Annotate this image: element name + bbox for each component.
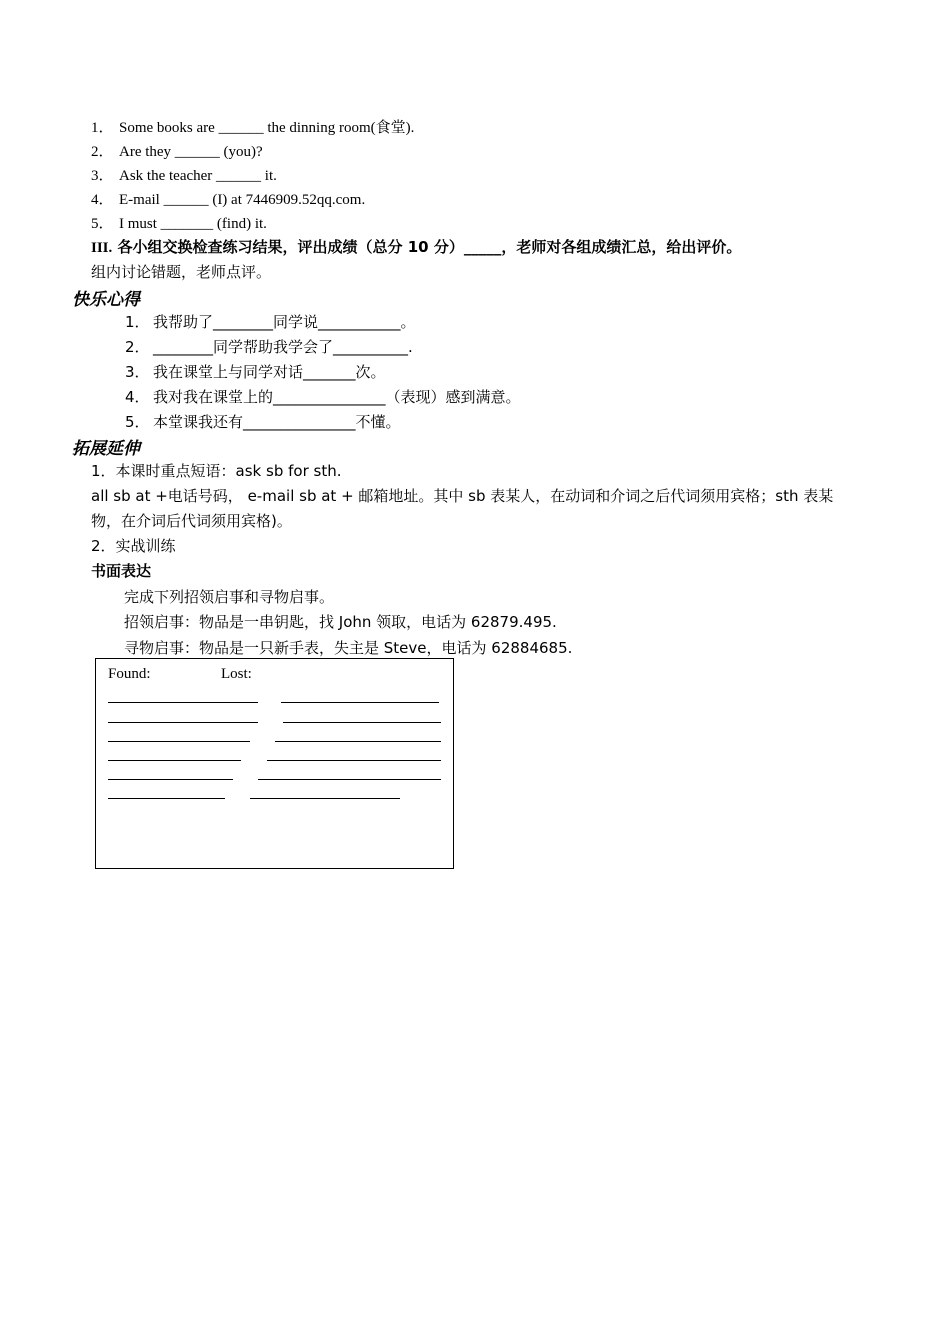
happy-item-4 [125, 386, 521, 407]
lost-label: Lost: [221, 666, 252, 682]
extend-item-1: 1．本课时重点短语：ask sb for sth. [91, 462, 342, 480]
item-number: 2． [91, 144, 114, 160]
writing-line[interactable] [108, 702, 258, 703]
section-title-extend: 拓展延伸 [72, 439, 140, 459]
item-number: 4． [125, 388, 150, 406]
writing-line[interactable] [108, 760, 241, 761]
happy-item-3 [125, 361, 386, 382]
writing-line[interactable] [281, 702, 439, 703]
step3-note: 组内讨论错题，老师点评。 [91, 263, 272, 281]
answer-box [95, 658, 454, 869]
happy-item-2 [125, 336, 413, 357]
writing-title: 书面表达 [91, 562, 152, 580]
exercise-item-4 [91, 188, 365, 209]
extend-item-2: 2．实战训练 [91, 537, 176, 555]
step3-text: 各小组交换检查练习结果，评出成绩（总分 10 分）_____，老师对各组成绩汇总，给出评价。 [117, 238, 742, 256]
happy-item-5 [125, 411, 401, 432]
writing-instruction: 完成下列招领启事和寻物启事。 [124, 588, 335, 606]
found-label: Found: [108, 666, 151, 682]
writing-line[interactable] [108, 741, 250, 742]
item-number: 3． [91, 168, 114, 184]
writing-line[interactable] [250, 798, 400, 799]
item-text: Are they ______ (you)? [119, 144, 263, 160]
item-text: 我对我在课堂上的_______________（表现）感到满意。 [153, 388, 521, 406]
found-notice-prompt: 招领启事：物品是一串钥匙，找 John 领取，电话为 62879.495. [124, 613, 557, 631]
exercise-item-1 [91, 116, 414, 137]
item-number: 3． [125, 363, 150, 381]
item-number: 1． [91, 120, 114, 136]
writing-line[interactable] [108, 722, 258, 723]
extend-explanation-line-2: 物，在介词后代词须用宾格)。 [91, 512, 292, 530]
item-text: E-mail ______ (I) at 7446909.52qq.com. [119, 192, 366, 208]
writing-line[interactable] [283, 722, 441, 723]
item-text: 本堂课我还有_______________不懂。 [153, 413, 401, 431]
item-number: 2． [125, 338, 150, 356]
step3-label: III. [91, 240, 113, 256]
item-number: 5． [125, 413, 150, 431]
item-text: Some books are ______ the dinning room(食堂). [119, 120, 415, 136]
step3-instruction [91, 236, 741, 257]
item-text: Ask the teacher ______ it. [119, 168, 277, 184]
exercise-item-3 [91, 164, 277, 185]
item-text: I must _______ (find) it. [119, 216, 267, 232]
item-number: 4． [91, 192, 114, 208]
writing-line[interactable] [108, 779, 233, 780]
happy-item-1 [125, 311, 416, 332]
item-number: 1． [125, 313, 150, 331]
exercise-item-2 [91, 140, 263, 161]
writing-line[interactable] [267, 760, 441, 761]
exercise-item-5 [91, 212, 267, 233]
item-text: ________同学帮助我学会了__________. [153, 338, 413, 356]
extend-explanation-line-1: all sb at +电话号码， e-mail sb at + 邮箱地址。其中 sb 表某人，在动词和介词之后代词须用宾格；sth 表某 [91, 487, 834, 505]
item-text: 我帮助了________同学说___________。 [153, 313, 416, 331]
writing-line[interactable] [108, 798, 225, 799]
writing-line[interactable] [258, 779, 441, 780]
item-text: 我在课堂上与同学对话_______次。 [153, 363, 386, 381]
writing-line[interactable] [275, 741, 441, 742]
item-number: 5． [91, 216, 114, 232]
lost-notice-prompt: 寻物启事：物品是一只新手表，失主是 Steve，电话为 62884685. [124, 639, 573, 657]
section-title-happy: 快乐心得 [72, 290, 140, 310]
